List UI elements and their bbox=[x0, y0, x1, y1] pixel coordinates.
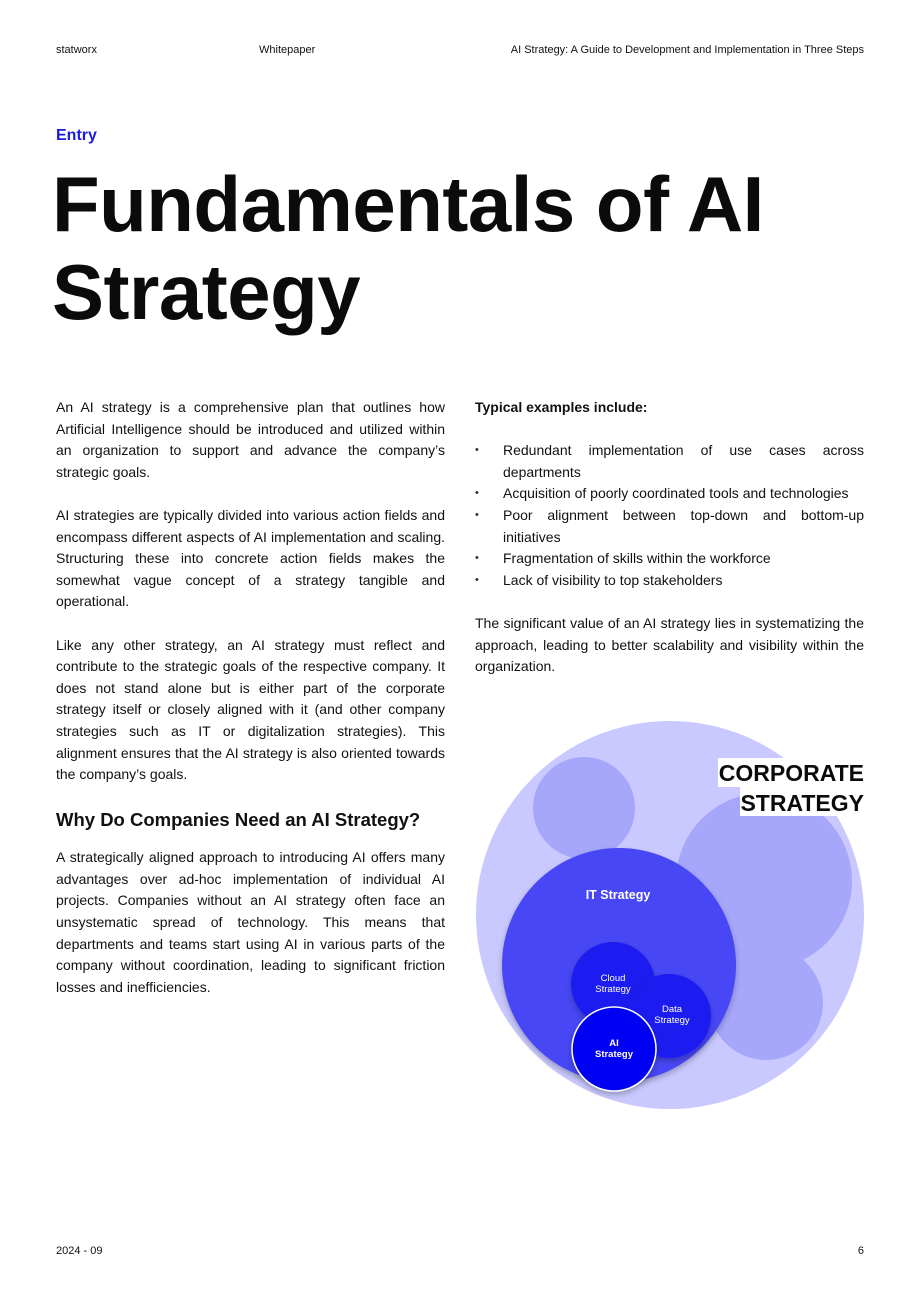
data-strategy-label: Strategy bbox=[654, 1015, 690, 1026]
section-subheading: Why Do Companies Need an AI Strategy? bbox=[56, 809, 421, 831]
body-paragraph: An AI strategy is a comprehensive plan that outlines how Artificial Intelligence should be introduced and utilized within an organization to support and advance the company’s strategic goals. bbox=[56, 399, 445, 480]
body-paragraph: AI strategies are typically divided into various action fields and encompass different aspects of AI implementation and scaling. Structuring these into concrete action fields makes the somewhat vague concept of a strategy tangible and operational. bbox=[56, 506, 445, 610]
page-number: 6 bbox=[857, 1245, 864, 1257]
strategy-diagram bbox=[470, 715, 870, 1115]
bullet-icon: • bbox=[475, 444, 479, 457]
cloud-strategy-label: Cloud bbox=[600, 973, 626, 984]
header-doc-type: Whitepaper bbox=[259, 44, 316, 56]
list-item-text: Redundant implementation of use cases across departments bbox=[503, 442, 864, 480]
bullet-icon: • bbox=[475, 552, 479, 565]
body-paragraph: The significant value of an AI strategy lies in systematizing the approach, leading to better scalability and visibility within the organization. bbox=[475, 614, 864, 675]
list-item bbox=[475, 440, 864, 483]
list-item-text: Fragmentation of skills within the workforce bbox=[503, 550, 771, 567]
list-item bbox=[475, 570, 864, 592]
cloud-strategy-label: Strategy bbox=[595, 984, 631, 995]
list-item bbox=[475, 483, 864, 505]
data-strategy-label: Data bbox=[661, 1004, 683, 1015]
list-intro: Typical examples include: bbox=[475, 399, 648, 415]
left-column bbox=[56, 397, 445, 1020]
bullet-icon: • bbox=[475, 508, 479, 521]
corporate-strategy-label: CORPORATE bbox=[718, 760, 864, 786]
corporate-strategy-label: STRATEGY bbox=[740, 790, 864, 816]
satellite-circle-small bbox=[533, 757, 635, 859]
bullet-icon: • bbox=[475, 573, 479, 586]
footer-date: 2024 - 09 bbox=[56, 1245, 103, 1257]
body-paragraph: A strategically aligned approach to introducing AI offers many advantages over ad-hoc implementation of individual AI projects. Companies without an AI strategy often face an unsystematic spread of technology. This means that departments and teams start using AI in various parts of the company without coordination, leading to significant friction losses and inefficiencies. bbox=[56, 849, 445, 995]
ai-strategy-label: Strategy bbox=[594, 1049, 634, 1060]
list-item-text: Poor alignment between top-down and bottom-up initiatives bbox=[503, 506, 864, 545]
list-item bbox=[475, 548, 864, 570]
header-doc-title: AI Strategy: A Guide to Development and Implementation in Three Steps bbox=[510, 44, 864, 56]
bullet-icon: • bbox=[475, 487, 479, 500]
header-brand: statworx bbox=[56, 44, 97, 56]
body-paragraph: Like any other strategy, an AI strategy must reflect and contribute to the strategic goals of the respective company. It does not stand alone but is either part of the corporate strategy itself or closely aligned with it (and other company strategies such as IT or digitalization strategies). This alignment ensures that the AI strategy is also oriented towards the company’s goals. bbox=[56, 636, 445, 783]
list-item bbox=[475, 505, 864, 548]
examples-list bbox=[475, 440, 864, 591]
right-column bbox=[475, 397, 864, 699]
list-item-text: Lack of visibility to top stakeholders bbox=[503, 571, 723, 588]
list-item-text: Acquisition of poorly coordinated tools and technologies bbox=[503, 485, 849, 502]
ai-strategy-label: AI bbox=[609, 1038, 619, 1049]
section-label: Entry bbox=[56, 127, 97, 144]
it-strategy-label: IT Strategy bbox=[585, 888, 651, 902]
page-title: Fundamentals of AI Strategy bbox=[52, 160, 764, 336]
strategy-venn-diagram bbox=[470, 715, 870, 1115]
